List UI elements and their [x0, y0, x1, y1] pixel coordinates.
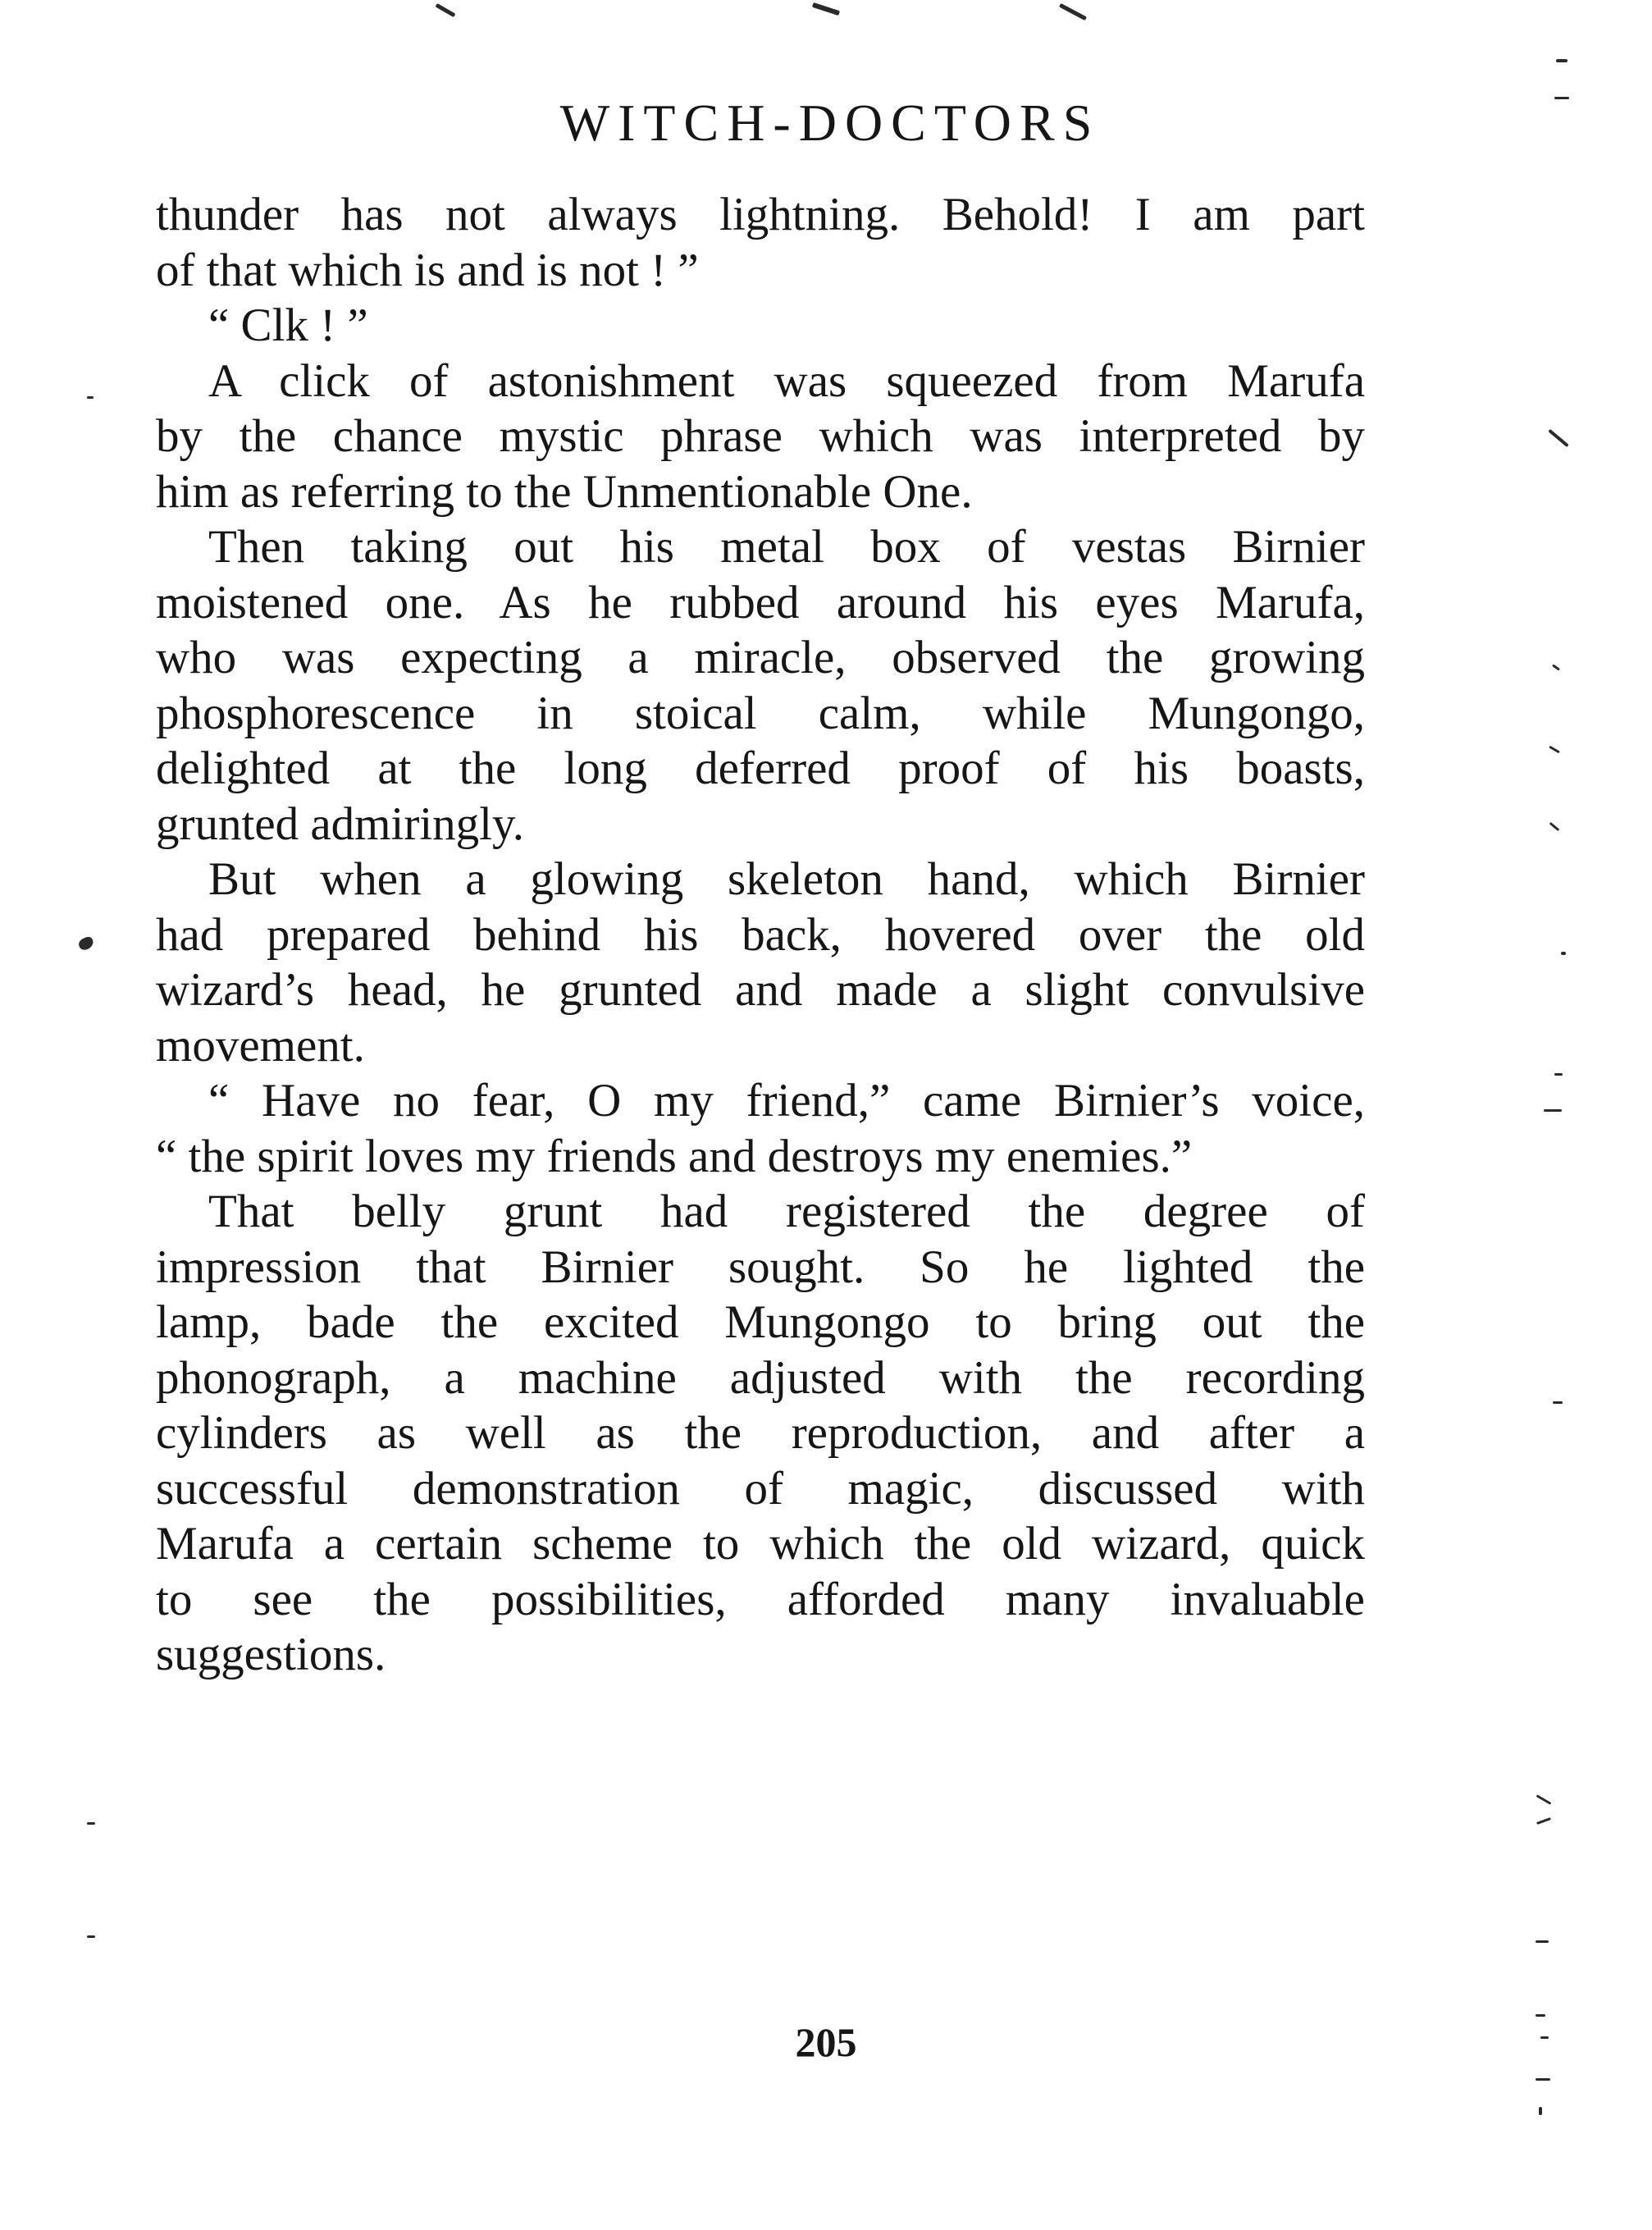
- text-line: successful demonstration of magic, discussed with: [156, 1462, 1365, 1515]
- scan-speck: [87, 1822, 95, 1825]
- scan-speck: [1059, 3, 1087, 21]
- text-line: delighted at the long deferred proof of his boasts,: [156, 743, 1365, 794]
- scan-speck: [435, 3, 455, 17]
- text-line: Marufa a certain scheme to which the old wizard, quick: [156, 1518, 1365, 1570]
- scan-speck: [1561, 952, 1566, 955]
- text-line: A click of astonishment was squeezed from Marufa: [208, 354, 1365, 407]
- scan-speck: [1536, 1817, 1551, 1825]
- text-line: wizard’s head, he grunted and made a slight convulsive: [156, 964, 1365, 1016]
- scan-speck: [1554, 97, 1569, 99]
- scan-speck: [1548, 429, 1569, 447]
- text-line: moistened one. As he rubbed around his eyes Marufa,: [156, 576, 1365, 628]
- text-line: who was expecting a miracle, observed the growing: [156, 632, 1365, 683]
- text-line: lamp, bade the excited Mungongo to bring out the: [156, 1296, 1365, 1348]
- page-number: 205: [795, 2019, 857, 2065]
- text-line: impression that Birnier sought. So he lighted the: [156, 1241, 1365, 1293]
- scan-speck: [1556, 59, 1568, 62]
- text-line: “ the spirit loves my friends and destroys my enemies.”: [156, 1130, 1193, 1182]
- text-line: of that which is and is not ! ”: [156, 244, 699, 296]
- text-line: Then taking out his metal box of vestas Birnier: [208, 521, 1365, 573]
- scan-speck: [1553, 1401, 1563, 1404]
- scan-speck: [1549, 746, 1560, 754]
- text-line: to see the possibilities, afforded many invaluable: [156, 1573, 1365, 1625]
- scan-speck: [1540, 2036, 1549, 2039]
- scan-speck: [1536, 2078, 1550, 2081]
- scan-speck: [87, 396, 94, 399]
- text-line: But when a glowing skeleton hand, which Birnier: [208, 853, 1365, 905]
- scan-speck: [1536, 2014, 1545, 2017]
- scan-speck: [1536, 1794, 1552, 1805]
- scan-speck: [87, 1935, 95, 1938]
- scan-speck: [1544, 1109, 1562, 1112]
- text-line: “ Clk ! ”: [208, 299, 368, 351]
- text-line: thunder has not always lightning. Behold! I am part: [156, 189, 1365, 240]
- text-line: phosphorescence in stoical calm, while Mungongo,: [156, 687, 1365, 739]
- text-line: That belly grunt had registered the degree of: [208, 1186, 1365, 1237]
- text-line: had prepared behind his back, hovered over the old: [156, 908, 1365, 961]
- scan-speck: [1549, 822, 1560, 831]
- body-text: [156, 187, 1365, 1683]
- text-line: phonograph, a machine adjusted with the recording: [156, 1351, 1365, 1404]
- text-line: him as referring to the Unmentionable One.: [156, 465, 973, 518]
- text-line: cylinders as well as the reproduction, and after a: [156, 1407, 1365, 1459]
- text-line: grunted admiringly.: [156, 797, 525, 850]
- scan-speck: [1539, 2107, 1542, 2115]
- scan-speck: [1554, 1073, 1563, 1076]
- text-line: “ Have no fear, O my friend,” came Birnier’s voice,: [208, 1075, 1365, 1126]
- scan-speck: [1552, 664, 1560, 670]
- text-line: by the chance mystic phrase which was interpreted by: [156, 410, 1365, 462]
- running-head-title: WITCH-DOCTORS: [559, 94, 1101, 152]
- text-line: suggestions.: [156, 1629, 386, 1680]
- scan-speck: [812, 2, 840, 16]
- scan-speck: [77, 935, 95, 952]
- text-line: movement.: [156, 1019, 365, 1072]
- scan-speck: [1536, 1940, 1549, 1943]
